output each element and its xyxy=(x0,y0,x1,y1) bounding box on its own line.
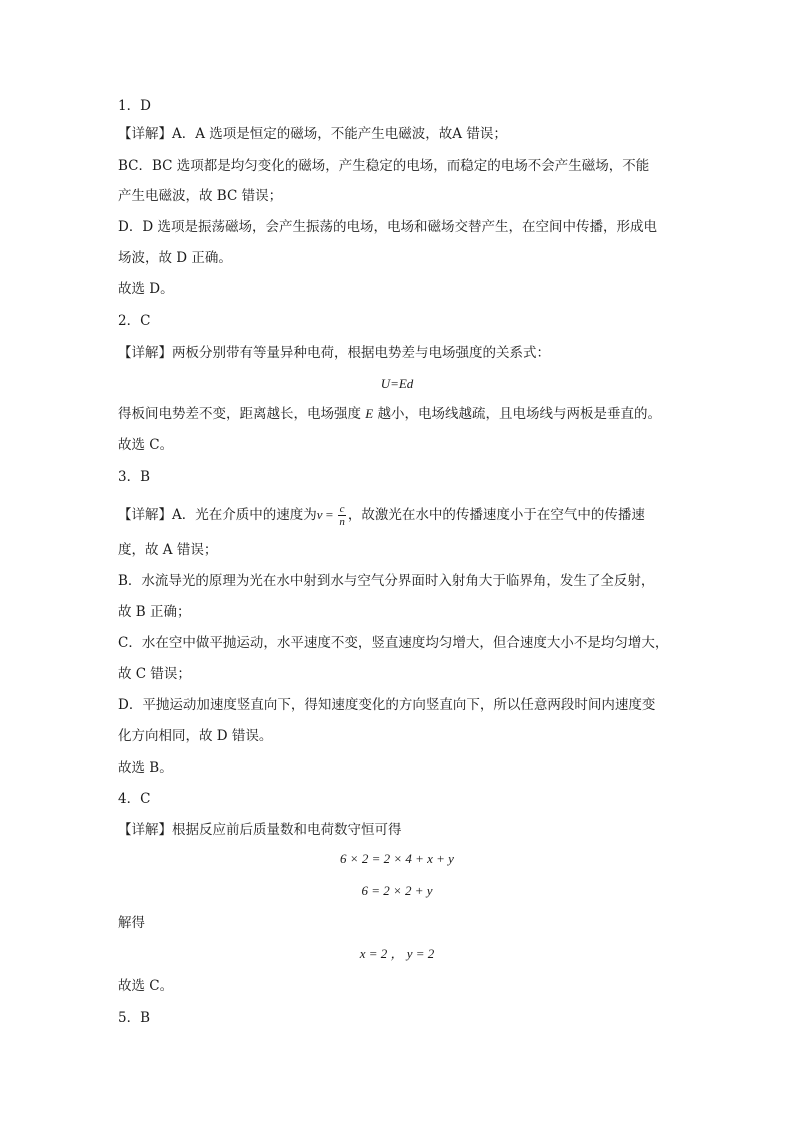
q2-formula: U=Ed xyxy=(380,376,414,391)
q2-line-2-b: 越小，电场线越疏，且电场线与两板是垂直的。 xyxy=(373,406,662,422)
q4-formula-3: x = 2 ， y = 2 xyxy=(359,946,435,961)
q3-line-8: 化方向相同，故 D 错误。 xyxy=(118,728,273,744)
q2-line-2 xyxy=(118,404,661,424)
q1-line-5: 场波，故 D 正确。 xyxy=(118,250,232,266)
q1-line-2: BC．BC 选项都是均匀变化的磁场，产生稳定的电场，而稳定的电场不会产生磁场，不能 xyxy=(118,158,650,174)
q4-line-2: 解得 xyxy=(118,915,145,931)
q3-line-2: 度，故 A 错误； xyxy=(118,542,218,558)
q3-equals: = xyxy=(322,507,337,522)
q1-line-4: D．D 选项是振荡磁场，会产生振荡的电场，电场和磁场交替产生，在空间中传播，形成电 xyxy=(118,219,657,235)
q2-var-e: E xyxy=(365,406,374,421)
q3-line-3: B．水流导光的原理为光在水中射到水与空气分界面时入射角大于临界角，发生了全反射， xyxy=(118,573,655,589)
q4-formula-2: 6 = 2 × 2 + y xyxy=(361,883,433,898)
q1-answer: 1．D xyxy=(118,98,151,114)
q3-fraction-num: c xyxy=(339,503,345,515)
q2-line-3: 故选 C。 xyxy=(118,437,174,453)
q3-line-1-a: 【详解】A．光在介质中的速度为 xyxy=(118,507,317,523)
q3-answer: 3．B xyxy=(118,469,151,485)
q3-line-1 xyxy=(118,503,645,528)
q1-line-6: 故选 D。 xyxy=(118,281,174,297)
q1-line-1: 【详解】A．A 选项是恒定的磁场，不能产生电磁波，故A 错误； xyxy=(118,126,507,142)
q4-line-1: 【详解】根据反应前后质量数和电荷数守恒可得 xyxy=(118,822,402,838)
q4-line-3: 故选 C。 xyxy=(118,978,174,994)
q3-fraction-den: n xyxy=(339,516,345,528)
q2-answer: 2．C xyxy=(118,313,151,329)
q3-line-4: 故 B 正确； xyxy=(118,604,191,620)
q3-line-5: C．水在空中做平抛运动，水平速度不变，竖直速度均匀增大，但合速度大小不是均匀增大， xyxy=(118,635,669,651)
q3-var-v: v xyxy=(316,507,323,522)
q3-line-6: 故 C 错误； xyxy=(118,666,191,682)
q3-line-7: D．平抛运动加速度竖直向下，得知速度变化的方向竖直向下，所以任意两段时间内速度变 xyxy=(118,697,656,713)
q3-line-1-b: ，故激光在水中的传播速度小于在空气中的传播速 xyxy=(347,507,645,523)
q2-line-2-a: 得板间电势差不变，距离越长，电场强度 xyxy=(118,406,366,422)
q4-answer: 4．C xyxy=(118,791,151,807)
q5-answer: 5．B xyxy=(118,1010,151,1026)
q2-line-1: 【详解】两板分别带有等量异种电荷，根据电势差与电场强度的关系式： xyxy=(118,345,550,361)
q1-line-3: 产生电磁波，故 BC 错误； xyxy=(118,188,283,204)
q4-formula-1: 6 × 2 = 2 × 4 + x + y xyxy=(340,851,454,866)
q3-fraction xyxy=(338,503,346,528)
q3-line-9: 故选 B。 xyxy=(118,760,173,776)
